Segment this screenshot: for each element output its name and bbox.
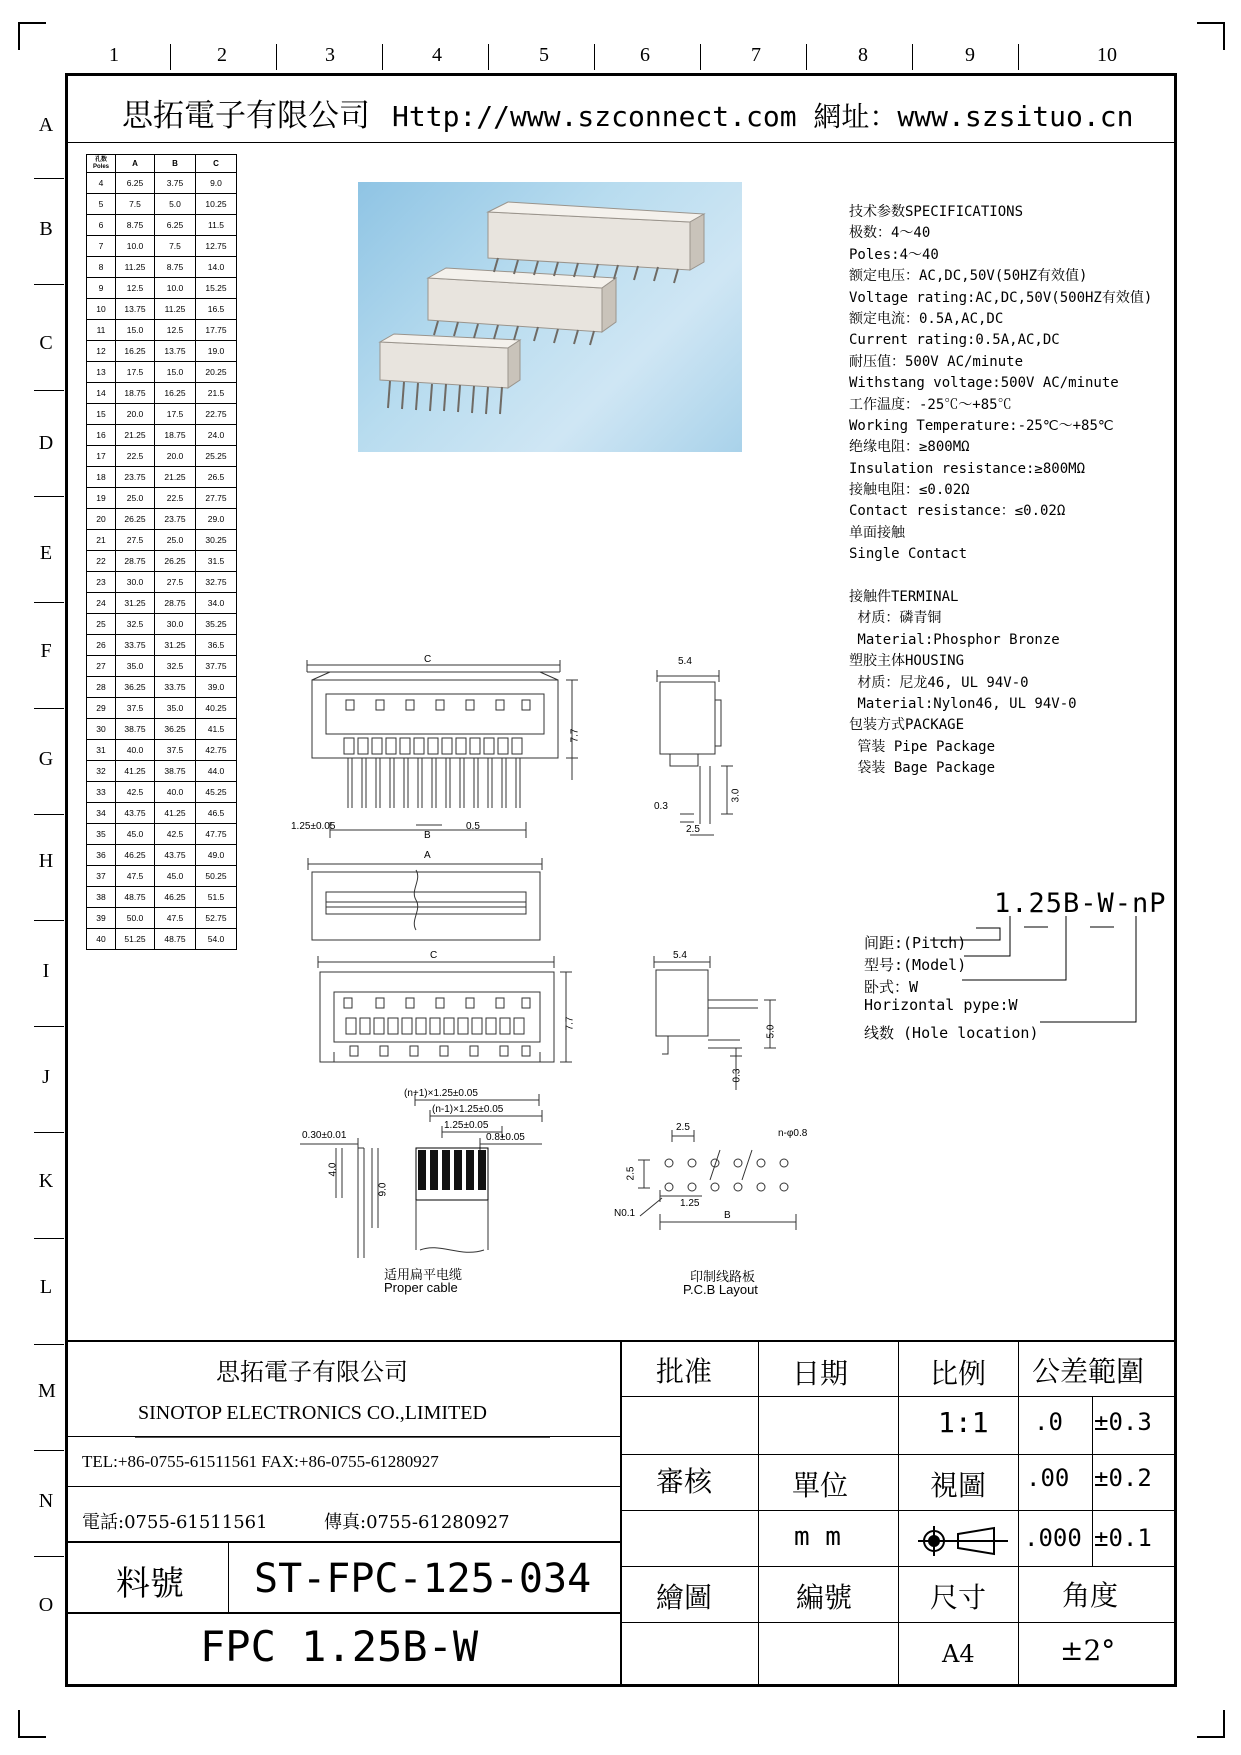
table-cell: 11 xyxy=(87,320,116,341)
dim-label: 2.5 xyxy=(625,1166,637,1181)
table-cell: 33.75 xyxy=(116,635,155,656)
side-view-top xyxy=(657,670,733,835)
table-cell: 15.25 xyxy=(196,278,237,299)
table-cell: 39.0 xyxy=(196,677,237,698)
table-cell: 28 xyxy=(87,677,116,698)
table-cell: 18 xyxy=(87,467,116,488)
cable-caption-cn: 适用扁平电缆 xyxy=(384,1267,463,1282)
table-cell: 22.75 xyxy=(196,404,237,425)
table-cell: 40.0 xyxy=(116,740,155,761)
tb-grid xyxy=(620,1566,1174,1567)
spec-line: 材质：尼龙46, UL 94V-0 xyxy=(849,674,1029,691)
dim-label: 1.25 xyxy=(680,1198,700,1209)
table-header: 孔数 Poles xyxy=(87,155,116,173)
row-label: L xyxy=(39,1276,53,1298)
col-label: 8 xyxy=(858,44,868,66)
tb-date: 日期 xyxy=(792,1357,849,1390)
table-cell: 8.75 xyxy=(155,257,196,278)
table-cell: 20.0 xyxy=(116,404,155,425)
tb-unit-value: m m xyxy=(794,1522,841,1552)
tb-angle-value: ±2° xyxy=(1060,1634,1116,1667)
table-cell: 45.0 xyxy=(116,824,155,845)
table-cell: 10.0 xyxy=(116,236,155,257)
table-cell: 26.5 xyxy=(196,467,237,488)
spec-line: Current rating:0.5A,AC,DC xyxy=(849,332,1060,349)
table-cell: 16.25 xyxy=(116,341,155,362)
table-cell: 31 xyxy=(87,740,116,761)
spec-line: Single Contact xyxy=(849,546,968,563)
table-cell: 25.25 xyxy=(196,446,237,467)
table-cell: 13 xyxy=(87,362,116,383)
table-cell: 15.0 xyxy=(155,362,196,383)
dim-label: 4.0 xyxy=(327,1162,339,1177)
legend-horizontal-en: Horizontal pype:W xyxy=(864,996,1018,1014)
table-cell: 26.25 xyxy=(155,551,196,572)
tb-approve: 批准 xyxy=(656,1355,713,1388)
dim-label: 9.0 xyxy=(377,1182,389,1197)
table-cell: 14 xyxy=(87,383,116,404)
legend-holes: 线数 (Hole location) xyxy=(864,1024,1039,1042)
col-label: 9 xyxy=(965,44,975,66)
tb-product-name: FPC 1.25B-W xyxy=(200,1622,479,1671)
table-cell: 25 xyxy=(87,614,116,635)
front-view-top xyxy=(307,660,581,838)
spec-line: Material:Phosphor Bronze xyxy=(849,631,1060,648)
col-label: 4 xyxy=(432,44,442,66)
tb-grid xyxy=(1092,1396,1093,1566)
table-cell: 40.0 xyxy=(155,782,196,803)
table-cell: 46.25 xyxy=(116,845,155,866)
spec-line: Poles:4～40 xyxy=(849,246,939,263)
table-cell: 20.0 xyxy=(155,446,196,467)
front-view-bottom xyxy=(318,956,572,1062)
spec-line: Voltage rating:AC,DC,50V(500HZ有效值) xyxy=(849,289,1153,306)
table-cell: 36.5 xyxy=(196,635,237,656)
table-cell: 43.75 xyxy=(116,803,155,824)
table-cell: 23 xyxy=(87,572,116,593)
table-cell: 42.5 xyxy=(116,782,155,803)
table-cell: 21.25 xyxy=(116,425,155,446)
table-cell: 30.25 xyxy=(196,530,237,551)
dim-label: 0.3 xyxy=(731,1068,743,1083)
table-cell: 37.5 xyxy=(116,698,155,719)
dim-label: 5.4 xyxy=(678,656,692,667)
dim-label: 2.5 xyxy=(676,1122,690,1133)
table-cell: 6.25 xyxy=(116,173,155,194)
table-cell: 36 xyxy=(87,845,116,866)
table-cell: 20 xyxy=(87,509,116,530)
spec-line: 额定电压：AC,DC,50V(50HZ有效值) xyxy=(849,268,1088,285)
tb-tel-fax: TEL:+86-0755-61511561 FAX:+86-0755-61280927 xyxy=(82,1452,439,1471)
header-company: 思拓電子有限公司 xyxy=(122,98,370,134)
col-label: 2 xyxy=(217,44,227,66)
table-cell: 28.75 xyxy=(116,551,155,572)
dim-label: 1.25±0.05 xyxy=(291,821,336,832)
table-cell: 12 xyxy=(87,341,116,362)
dim-label: (n-1)×1.25±0.05 xyxy=(432,1104,504,1115)
dim-label: 5.0 xyxy=(765,1024,777,1039)
tb-tol0: .0 xyxy=(1034,1408,1063,1436)
table-cell: 48.75 xyxy=(155,929,196,950)
tb-tol1-value: ±0.2 xyxy=(1094,1464,1152,1492)
table-cell: 47.75 xyxy=(196,824,237,845)
table-cell: 41.25 xyxy=(155,803,196,824)
table-cell: 36.25 xyxy=(155,719,196,740)
tb-grid xyxy=(620,1396,1174,1397)
row-label: O xyxy=(38,1594,54,1616)
table-cell: 7.5 xyxy=(155,236,196,257)
table-cell: 17.75 xyxy=(196,320,237,341)
table-cell: 9.0 xyxy=(196,173,237,194)
table-cell: 30.0 xyxy=(116,572,155,593)
row-label: D xyxy=(38,432,54,454)
table-cell: 33.75 xyxy=(155,677,196,698)
table-cell: 9 xyxy=(87,278,116,299)
table-cell: 23.75 xyxy=(116,467,155,488)
legend-pitch: 间距:(Pitch) xyxy=(864,934,967,952)
table-cell: 27.5 xyxy=(155,572,196,593)
table-cell: 25.0 xyxy=(116,488,155,509)
tb-fax: 傳真:0755-61280927 xyxy=(324,1512,510,1533)
tb-number: 編號 xyxy=(796,1581,853,1614)
table-cell: 17.5 xyxy=(116,362,155,383)
pcb-caption-cn: 印制线路板 xyxy=(690,1269,756,1284)
table-cell: 22.5 xyxy=(155,488,196,509)
table-cell: 19.0 xyxy=(196,341,237,362)
tb-scale-value: 1:1 xyxy=(938,1406,989,1439)
spec-line: 技术参数SPECIFICATIONS xyxy=(849,204,1024,220)
table-cell: 52.75 xyxy=(196,908,237,929)
table-cell: 29 xyxy=(87,698,116,719)
table-cell: 11.25 xyxy=(116,257,155,278)
col-label: 3 xyxy=(325,44,335,66)
spec-line: Contact resistance：≤0.02Ω xyxy=(849,503,1066,520)
spec-line: 单面接触 xyxy=(849,524,905,541)
table-cell: 29.0 xyxy=(196,509,237,530)
table-cell: 24 xyxy=(87,593,116,614)
table-cell: 46.25 xyxy=(155,887,196,908)
table-cell: 16.5 xyxy=(196,299,237,320)
dim-label: 0.30±0.01 xyxy=(302,1130,347,1141)
dim-label: A xyxy=(424,850,431,861)
table-cell: 28.75 xyxy=(155,593,196,614)
dim-label: 0.8±0.05 xyxy=(486,1132,525,1143)
table-cell: 50.0 xyxy=(116,908,155,929)
table-cell: 8 xyxy=(87,257,116,278)
table-cell: 17 xyxy=(87,446,116,467)
table-cell: 39 xyxy=(87,908,116,929)
table-cell: 51.5 xyxy=(196,887,237,908)
table-cell: 51.25 xyxy=(116,929,155,950)
tb-grid xyxy=(620,1454,1174,1455)
spec-line: Withstang voltage:500V AC/minute xyxy=(849,375,1119,392)
row-label: N xyxy=(38,1490,54,1512)
table-cell: 34 xyxy=(87,803,116,824)
table-cell: 40.25 xyxy=(196,698,237,719)
table-cell: 13.75 xyxy=(155,341,196,362)
col-label: 7 xyxy=(751,44,761,66)
table-header: C xyxy=(196,155,237,173)
table-cell: 44.0 xyxy=(196,761,237,782)
table-cell: 27.5 xyxy=(116,530,155,551)
tb-size-value: A4 xyxy=(942,1640,975,1668)
table-cell: 46.5 xyxy=(196,803,237,824)
table-cell: 21 xyxy=(87,530,116,551)
tb-view: 視圖 xyxy=(930,1469,987,1502)
table-cell: 31.25 xyxy=(155,635,196,656)
table-cell: 50.25 xyxy=(196,866,237,887)
spec-line: 塑胶主体HOUSING xyxy=(849,653,965,670)
table-cell: 43.75 xyxy=(155,845,196,866)
table-cell: 14.0 xyxy=(196,257,237,278)
spec-line: 工作温度：-25℃～+85℃ xyxy=(849,396,1012,413)
table-header: B xyxy=(155,155,196,173)
tb-tolerance: 公差範圍 xyxy=(1032,1355,1145,1388)
table-cell: 10.25 xyxy=(196,194,237,215)
table-cell: 37.5 xyxy=(155,740,196,761)
dim-label: 0.5 xyxy=(466,821,480,832)
model-code: 1.25B-W-nP xyxy=(994,888,1167,919)
col-label: 6 xyxy=(640,44,650,66)
col-label: 1 xyxy=(109,44,119,66)
row-label: G xyxy=(38,748,54,770)
tb-company-en: SINOTOP ELECTRONICS CO.,LIMITED xyxy=(138,1402,487,1424)
table-cell: 6 xyxy=(87,215,116,236)
row-label: M xyxy=(38,1380,56,1402)
tb-part-label: 料號 xyxy=(116,1564,184,1604)
tb-grid xyxy=(620,1510,1174,1511)
table-cell: 41.25 xyxy=(116,761,155,782)
table-cell: 7.5 xyxy=(116,194,155,215)
table-cell: 37 xyxy=(87,866,116,887)
table-header: A xyxy=(116,155,155,173)
table-cell: 32.75 xyxy=(196,572,237,593)
plan-view xyxy=(308,858,542,940)
projection-symbol-icon xyxy=(918,1524,1008,1562)
spec-line: 耐压值：500V AC/minute xyxy=(849,353,1024,370)
table-cell: 27 xyxy=(87,656,116,677)
dim-label: 0.3 xyxy=(654,801,668,812)
tb-grid xyxy=(758,1340,759,1684)
pcb-caption-en: P.C.B Layout xyxy=(683,1282,758,1297)
table-cell: 8.75 xyxy=(116,215,155,236)
table-cell: 3.75 xyxy=(155,173,196,194)
table-cell: 12.75 xyxy=(196,236,237,257)
tb-part-number: ST-FPC-125-034 xyxy=(254,1556,592,1602)
table-cell: 26 xyxy=(87,635,116,656)
spec-line: 袋装 Bage Package xyxy=(849,760,996,777)
table-cell: 15 xyxy=(87,404,116,425)
table-cell: 35.25 xyxy=(196,614,237,635)
spec-line: Material:Nylon46, UL 94V-0 xyxy=(849,695,1077,712)
tb-line xyxy=(228,1541,229,1612)
tb-angle: 角度 xyxy=(1062,1579,1119,1612)
table-cell: 36.25 xyxy=(116,677,155,698)
col-label: 10 xyxy=(1097,44,1117,66)
table-cell: 32 xyxy=(87,761,116,782)
table-cell: 40 xyxy=(87,929,116,950)
cable-caption-en: Proper cable xyxy=(384,1280,458,1295)
tb-review: 審核 xyxy=(656,1465,713,1498)
table-cell: 21.25 xyxy=(155,467,196,488)
dim-label: N0.1 xyxy=(614,1208,636,1219)
title-block-divider xyxy=(620,1340,622,1684)
tb-tol1: .00 xyxy=(1026,1464,1070,1492)
spec-line: 接触件TERMINAL xyxy=(849,589,959,606)
spec-line: 绝缘电阻：≥800MΩ xyxy=(849,439,970,456)
table-cell: 30.0 xyxy=(155,614,196,635)
table-cell: 35.0 xyxy=(116,656,155,677)
table-cell: 41.5 xyxy=(196,719,237,740)
table-cell: 26.25 xyxy=(116,509,155,530)
side-view-bottom xyxy=(654,956,776,1090)
table-cell: 22 xyxy=(87,551,116,572)
spec-line: 包装方式PACKAGE xyxy=(849,717,965,734)
table-cell: 25.0 xyxy=(155,530,196,551)
spec-line: 管装 Pipe Package xyxy=(849,738,996,755)
row-label: B xyxy=(39,218,53,240)
tb-draw: 繪圖 xyxy=(656,1581,713,1614)
tb-company-cn: 思拓電子有限公司 xyxy=(216,1358,408,1386)
table-cell: 11.25 xyxy=(155,299,196,320)
legend-horizontal-cn: 卧式：W xyxy=(864,978,919,996)
tb-phone: 電話:0755-61511561 xyxy=(82,1512,268,1533)
table-cell: 32.5 xyxy=(155,656,196,677)
dim-label: 7.7 xyxy=(564,1016,576,1031)
col-label: 5 xyxy=(539,44,549,66)
tb-grid xyxy=(898,1340,899,1684)
table-cell: 54.0 xyxy=(196,929,237,950)
table-cell: 18.75 xyxy=(116,383,155,404)
dim-label: n-φ0.8 xyxy=(778,1128,808,1139)
table-cell: 7 xyxy=(87,236,116,257)
table-cell: 32.5 xyxy=(116,614,155,635)
dim-label: 2.5 xyxy=(686,824,700,835)
table-cell: 42.5 xyxy=(155,824,196,845)
row-label: J xyxy=(42,1066,50,1088)
tb-line xyxy=(135,1438,550,1439)
table-cell: 21.5 xyxy=(196,383,237,404)
tb-unit: 單位 xyxy=(792,1469,849,1502)
tb-grid xyxy=(1018,1340,1019,1684)
table-cell: 45.0 xyxy=(155,866,196,887)
row-label: C xyxy=(39,332,53,354)
table-cell: 47.5 xyxy=(116,866,155,887)
spec-line: Working Temperature:-25℃～+85℃ xyxy=(849,417,1114,434)
spec-line: 接触电阻：≤0.02Ω xyxy=(849,482,970,499)
table-cell: 31.25 xyxy=(116,593,155,614)
table-cell: 18.75 xyxy=(155,425,196,446)
table-cell: 11.5 xyxy=(196,215,237,236)
tb-line xyxy=(135,1437,550,1438)
table-cell: 23.75 xyxy=(155,509,196,530)
table-cell: 48.75 xyxy=(116,887,155,908)
row-label: F xyxy=(40,640,52,662)
spec-line: Insulation resistance:≥800MΩ xyxy=(849,460,1086,477)
table-cell: 13.75 xyxy=(116,299,155,320)
table-cell: 42.75 xyxy=(196,740,237,761)
table-cell: 10.0 xyxy=(155,278,196,299)
dim-label: 3.0 xyxy=(730,788,742,803)
table-cell: 15.0 xyxy=(116,320,155,341)
table-cell: 22.5 xyxy=(116,446,155,467)
table-cell: 27.75 xyxy=(196,488,237,509)
table-cell: 35.0 xyxy=(155,698,196,719)
table-cell: 12.5 xyxy=(116,278,155,299)
spec-line: 极数：4～40 xyxy=(849,225,931,242)
table-cell: 31.5 xyxy=(196,551,237,572)
legend-model: 型号:(Model) xyxy=(864,956,967,974)
dim-label: 7.7 xyxy=(569,728,581,743)
dim-label: (n+1)×1.25±0.05 xyxy=(404,1088,478,1099)
spec-line: 材质：磷青铜 xyxy=(849,610,942,627)
pcb-layout xyxy=(638,1130,796,1230)
table-cell: 24.0 xyxy=(196,425,237,446)
dim-label: B xyxy=(424,830,431,841)
table-cell: 47.5 xyxy=(155,908,196,929)
spec-line: 额定电流：0.5A,AC,DC xyxy=(849,310,1004,327)
table-cell: 20.25 xyxy=(196,362,237,383)
dim-label: C xyxy=(424,654,432,665)
table-cell: 38.75 xyxy=(116,719,155,740)
tb-tol2-value: ±0.1 xyxy=(1094,1524,1152,1552)
table-cell: 33 xyxy=(87,782,116,803)
table-cell: 19 xyxy=(87,488,116,509)
table-cell: 4 xyxy=(87,173,116,194)
table-cell: 49.0 xyxy=(196,845,237,866)
table-cell: 6.25 xyxy=(155,215,196,236)
table-cell: 16.25 xyxy=(155,383,196,404)
tb-grid xyxy=(620,1622,1174,1623)
row-label: E xyxy=(39,542,53,564)
table-cell: 38 xyxy=(87,887,116,908)
row-label: A xyxy=(38,114,54,136)
table-cell: 5 xyxy=(87,194,116,215)
tb-scale: 比例 xyxy=(930,1357,987,1390)
table-cell: 34.0 xyxy=(196,593,237,614)
table-cell: 5.0 xyxy=(155,194,196,215)
dim-label: C xyxy=(430,950,438,961)
tb-size: 尺寸 xyxy=(930,1581,987,1614)
header-url: Http://www.szconnect.com 網址：www.szsituo.cn xyxy=(392,100,1134,133)
row-label: H xyxy=(38,850,54,872)
row-label: K xyxy=(38,1170,54,1192)
dim-label: B xyxy=(724,1210,731,1221)
tb-tol0-value: ±0.3 xyxy=(1094,1408,1152,1436)
tb-line xyxy=(68,1541,620,1543)
table-cell: 45.25 xyxy=(196,782,237,803)
table-cell: 38.75 xyxy=(155,761,196,782)
dim-label: 1.25±0.05 xyxy=(444,1120,489,1131)
table-cell: 30 xyxy=(87,719,116,740)
table-cell: 16 xyxy=(87,425,116,446)
table-cell: 17.5 xyxy=(155,404,196,425)
dim-label: 5.4 xyxy=(673,950,687,961)
table-cell: 12.5 xyxy=(155,320,196,341)
table-cell: 10 xyxy=(87,299,116,320)
table-cell: 37.75 xyxy=(196,656,237,677)
table-cell: 35 xyxy=(87,824,116,845)
row-label: I xyxy=(42,960,50,982)
tb-line xyxy=(68,1486,620,1487)
tb-tol2: .000 xyxy=(1024,1524,1082,1552)
tb-line xyxy=(68,1612,620,1614)
